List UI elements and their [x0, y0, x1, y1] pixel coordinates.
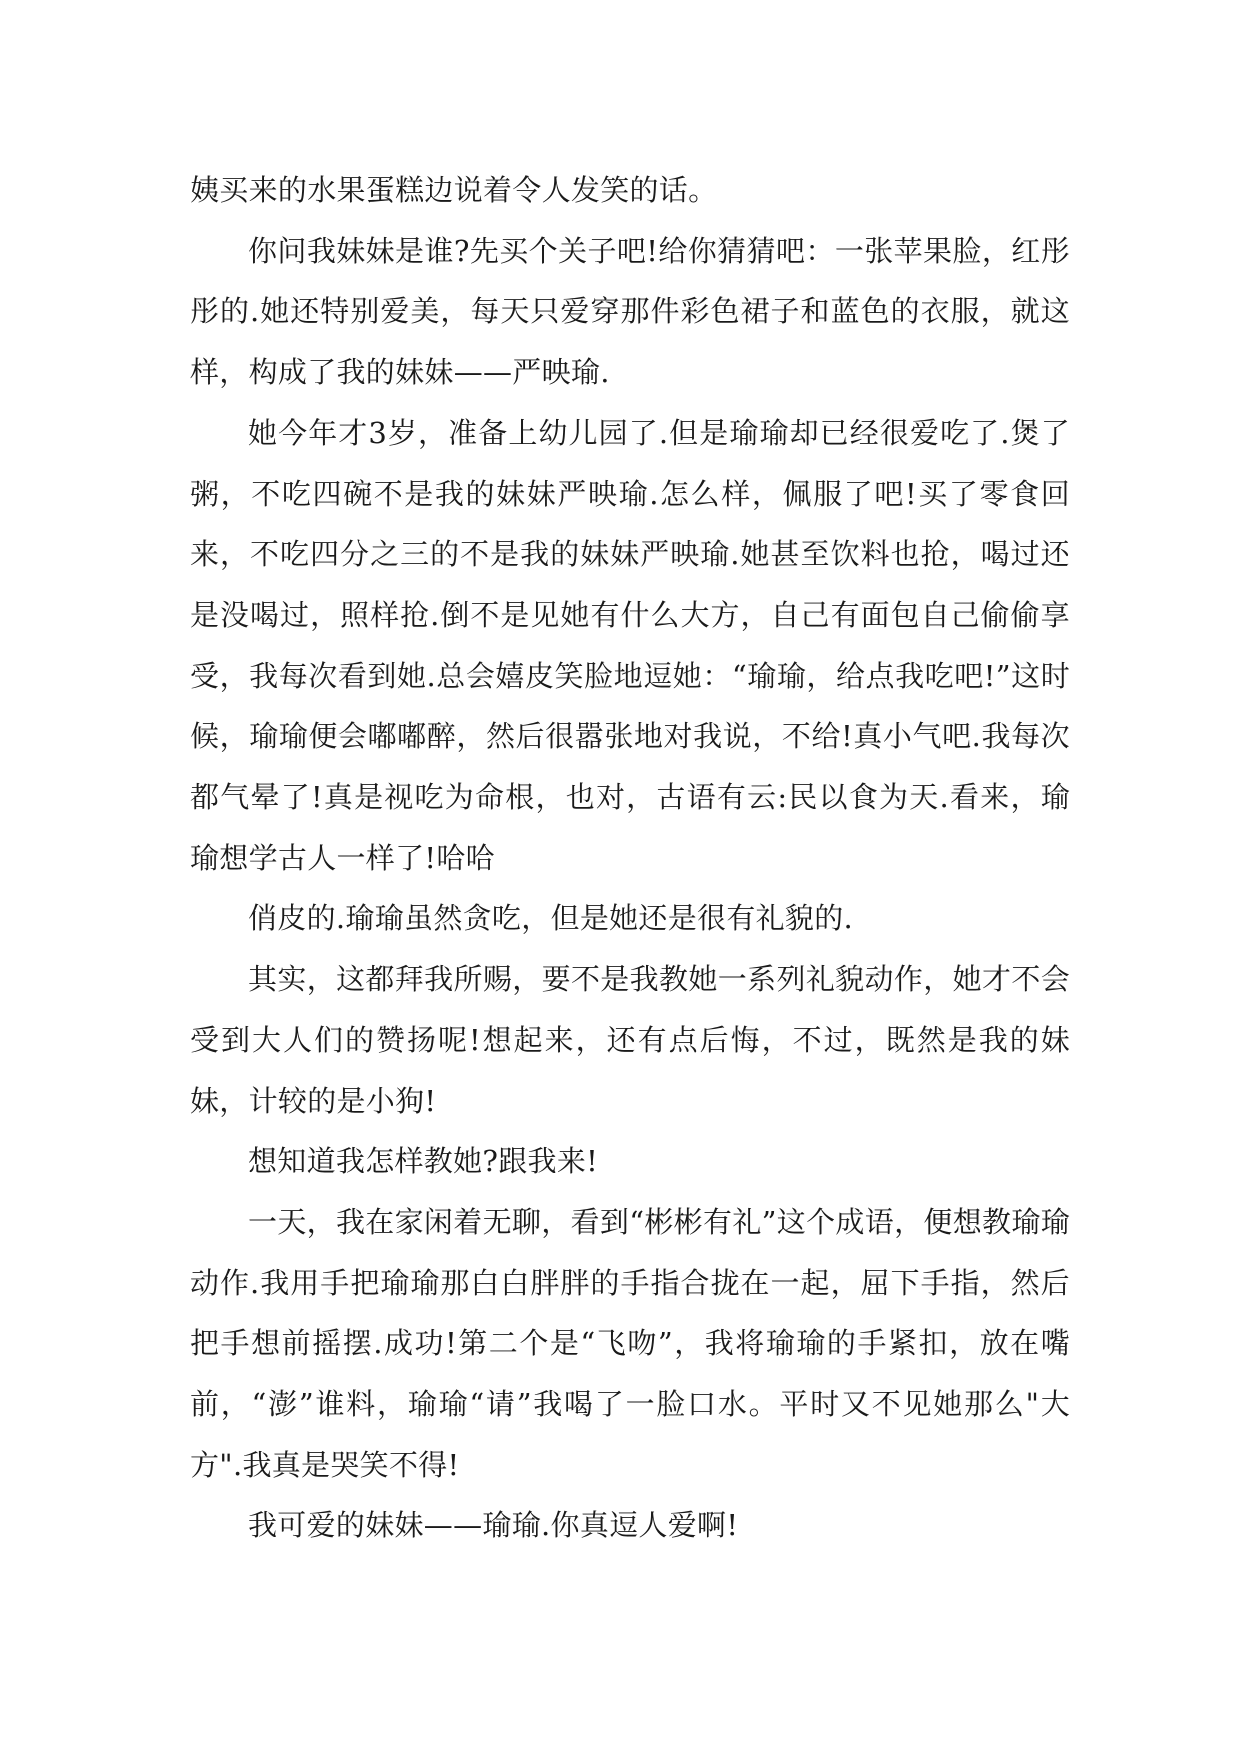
- document-body: [190, 160, 1070, 1556]
- paragraph-follow-me: 想知道我怎样教她?跟我来!: [248, 1144, 599, 1179]
- paragraph-loves-eating: 她今年才3岁，准备上幼儿园了.但是瑜瑜却已经很爱吃了.煲了粥，不吃四碗不是我的妹妹严映瑜.怎么样，佩服了吧!买了零食回来，不吃四分之三的不是我的妹妹严映瑜.她甚至饮料也抢，喝过还是没喝过，照样抢.倒不是见她有什么大方，自己有面包自己偷偷享受，我每次看到她.总会嬉皮笑脸地逗她：“瑜瑜，给点我吃吧!”这时候，瑜瑜便会嘟嘟醉，然后很嚣张地对我说，不给!真小气吧.我每次都气晕了!真是视吃为命根，也对，古语有云:民以食为天.看来，瑜瑜想学古人一样了!哈哈: [190, 415, 1070, 875]
- paragraph-one-day: 一天，我在家闲着无聊，看到“彬彬有礼”这个成语，便想教瑜瑜动作.我用手把瑜瑜那白白胖胖的手指合拢在一起，屈下手指，然后把手想前摇摆.成功!第二个是“飞吻”，我将瑜瑜的手紧扣，放在嘴前，“澎”谁料，瑜瑜“请”我喝了一脸口水。平时又不见她那么"大方".我真是哭笑不得!: [190, 1204, 1070, 1482]
- paragraph-continuation: 姨买来的水果蛋糕边说着令人发笑的话。: [190, 173, 718, 207]
- paragraph-conclusion: 我可爱的妹妹——瑜瑜.你真逗人爱啊!: [248, 1508, 739, 1543]
- paragraph-polite: 俏皮的.瑜瑜虽然贪吃，但是她还是很有礼貌的.: [248, 901, 854, 936]
- paragraph-taught-manners: 其实，这都拜我所赐，要不是我教她一系列礼貌动作，她才不会受到大人们的赞扬呢!想起来，还有点后悔，不过，既然是我的妹妹，计较的是小狗!: [190, 962, 1070, 1118]
- paragraph-guess-sister: 你问我妹妹是谁?先买个关子吧!给你猜猜吧：一张苹果脸，红彤彤的.她还特别爱美，每天只爱穿那件彩色裙子和蓝色的衣服，就这样，构成了我的妹妹——严映瑜.: [190, 233, 1070, 390]
